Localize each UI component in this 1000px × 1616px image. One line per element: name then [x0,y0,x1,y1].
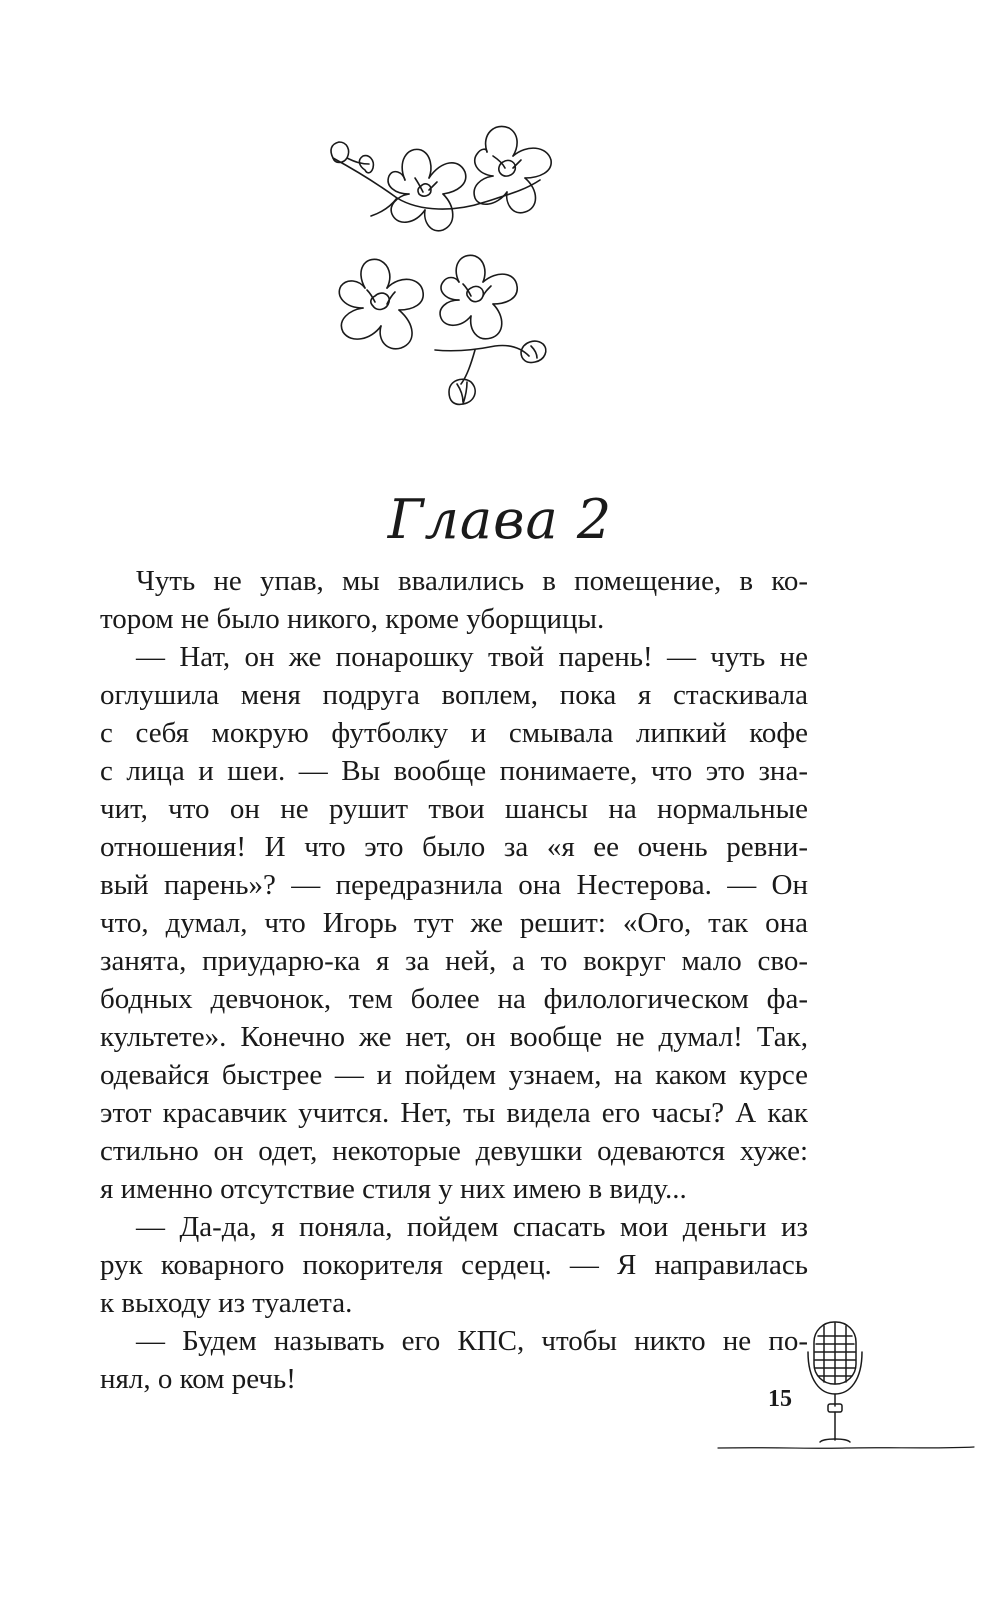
text-line: нял, о ком речь! [100,1363,296,1395]
text-line: отношения! И что это было за «я ее очень ревни- [100,831,808,863]
text-line: — Да-да, я поняла, пойдем спасать мои деньги из [136,1211,808,1243]
text-line: занята, приударю-ка я за ней, а то вокруг мало сво- [100,945,808,977]
text-line: — Будем называть его КПС, чтобы никто не по- [136,1325,808,1357]
text-line: с лица и шеи. — Вы вообще понимаете, что это зна- [100,755,808,787]
text-line: оглушила меня подруга воплем, пока я стаскивала [100,679,808,711]
text-line: бодных девчонок, тем более на филологическом фа- [100,983,808,1015]
text-line: рук коварного покорителя сердец. — Я направилась [100,1249,808,1281]
footer-divider [716,1440,976,1456]
text-line: стильно он одет, некоторые девушки одеваются хуже: [100,1135,808,1167]
text-line: я именно отсутствие стиля у них имею в виду... [100,1173,687,1205]
chapter-body [100,562,808,1398]
text-line: — Нат, он же понарошку твой парень! — чуть не [136,641,808,673]
text-line: к выходу из туалета. [100,1287,353,1319]
text-line: вый парень»? — передразнила она Нестерова. — Он [100,869,808,901]
orchid-flowers-icon [325,120,560,420]
text-line: что, думал, что Игорь тут же решит: «Ого, так она [100,907,808,939]
text-line: одевайся быстрее — и пойдем узнаем, на каком курсе [100,1059,808,1091]
text-line: Чуть не упав, мы ввалились в помещение, в ко- [136,565,808,597]
text-line: тором не было никого, кроме уборщицы. [100,603,605,635]
chapter-title: Глава 2 [387,488,613,551]
text-line: культете». Конечно же нет, он вообще не думал! Так, [100,1021,808,1053]
text-line: с себя мокрую футболку и смывала липкий кофе [100,717,808,749]
page-number: 15 [768,1386,792,1412]
microphone-icon [804,1318,866,1458]
text-line: чит, что он не рушит твои шансы на нормальные [100,793,808,825]
text-line: этот красавчик учится. Нет, ты видела его часы? А как [100,1097,808,1129]
